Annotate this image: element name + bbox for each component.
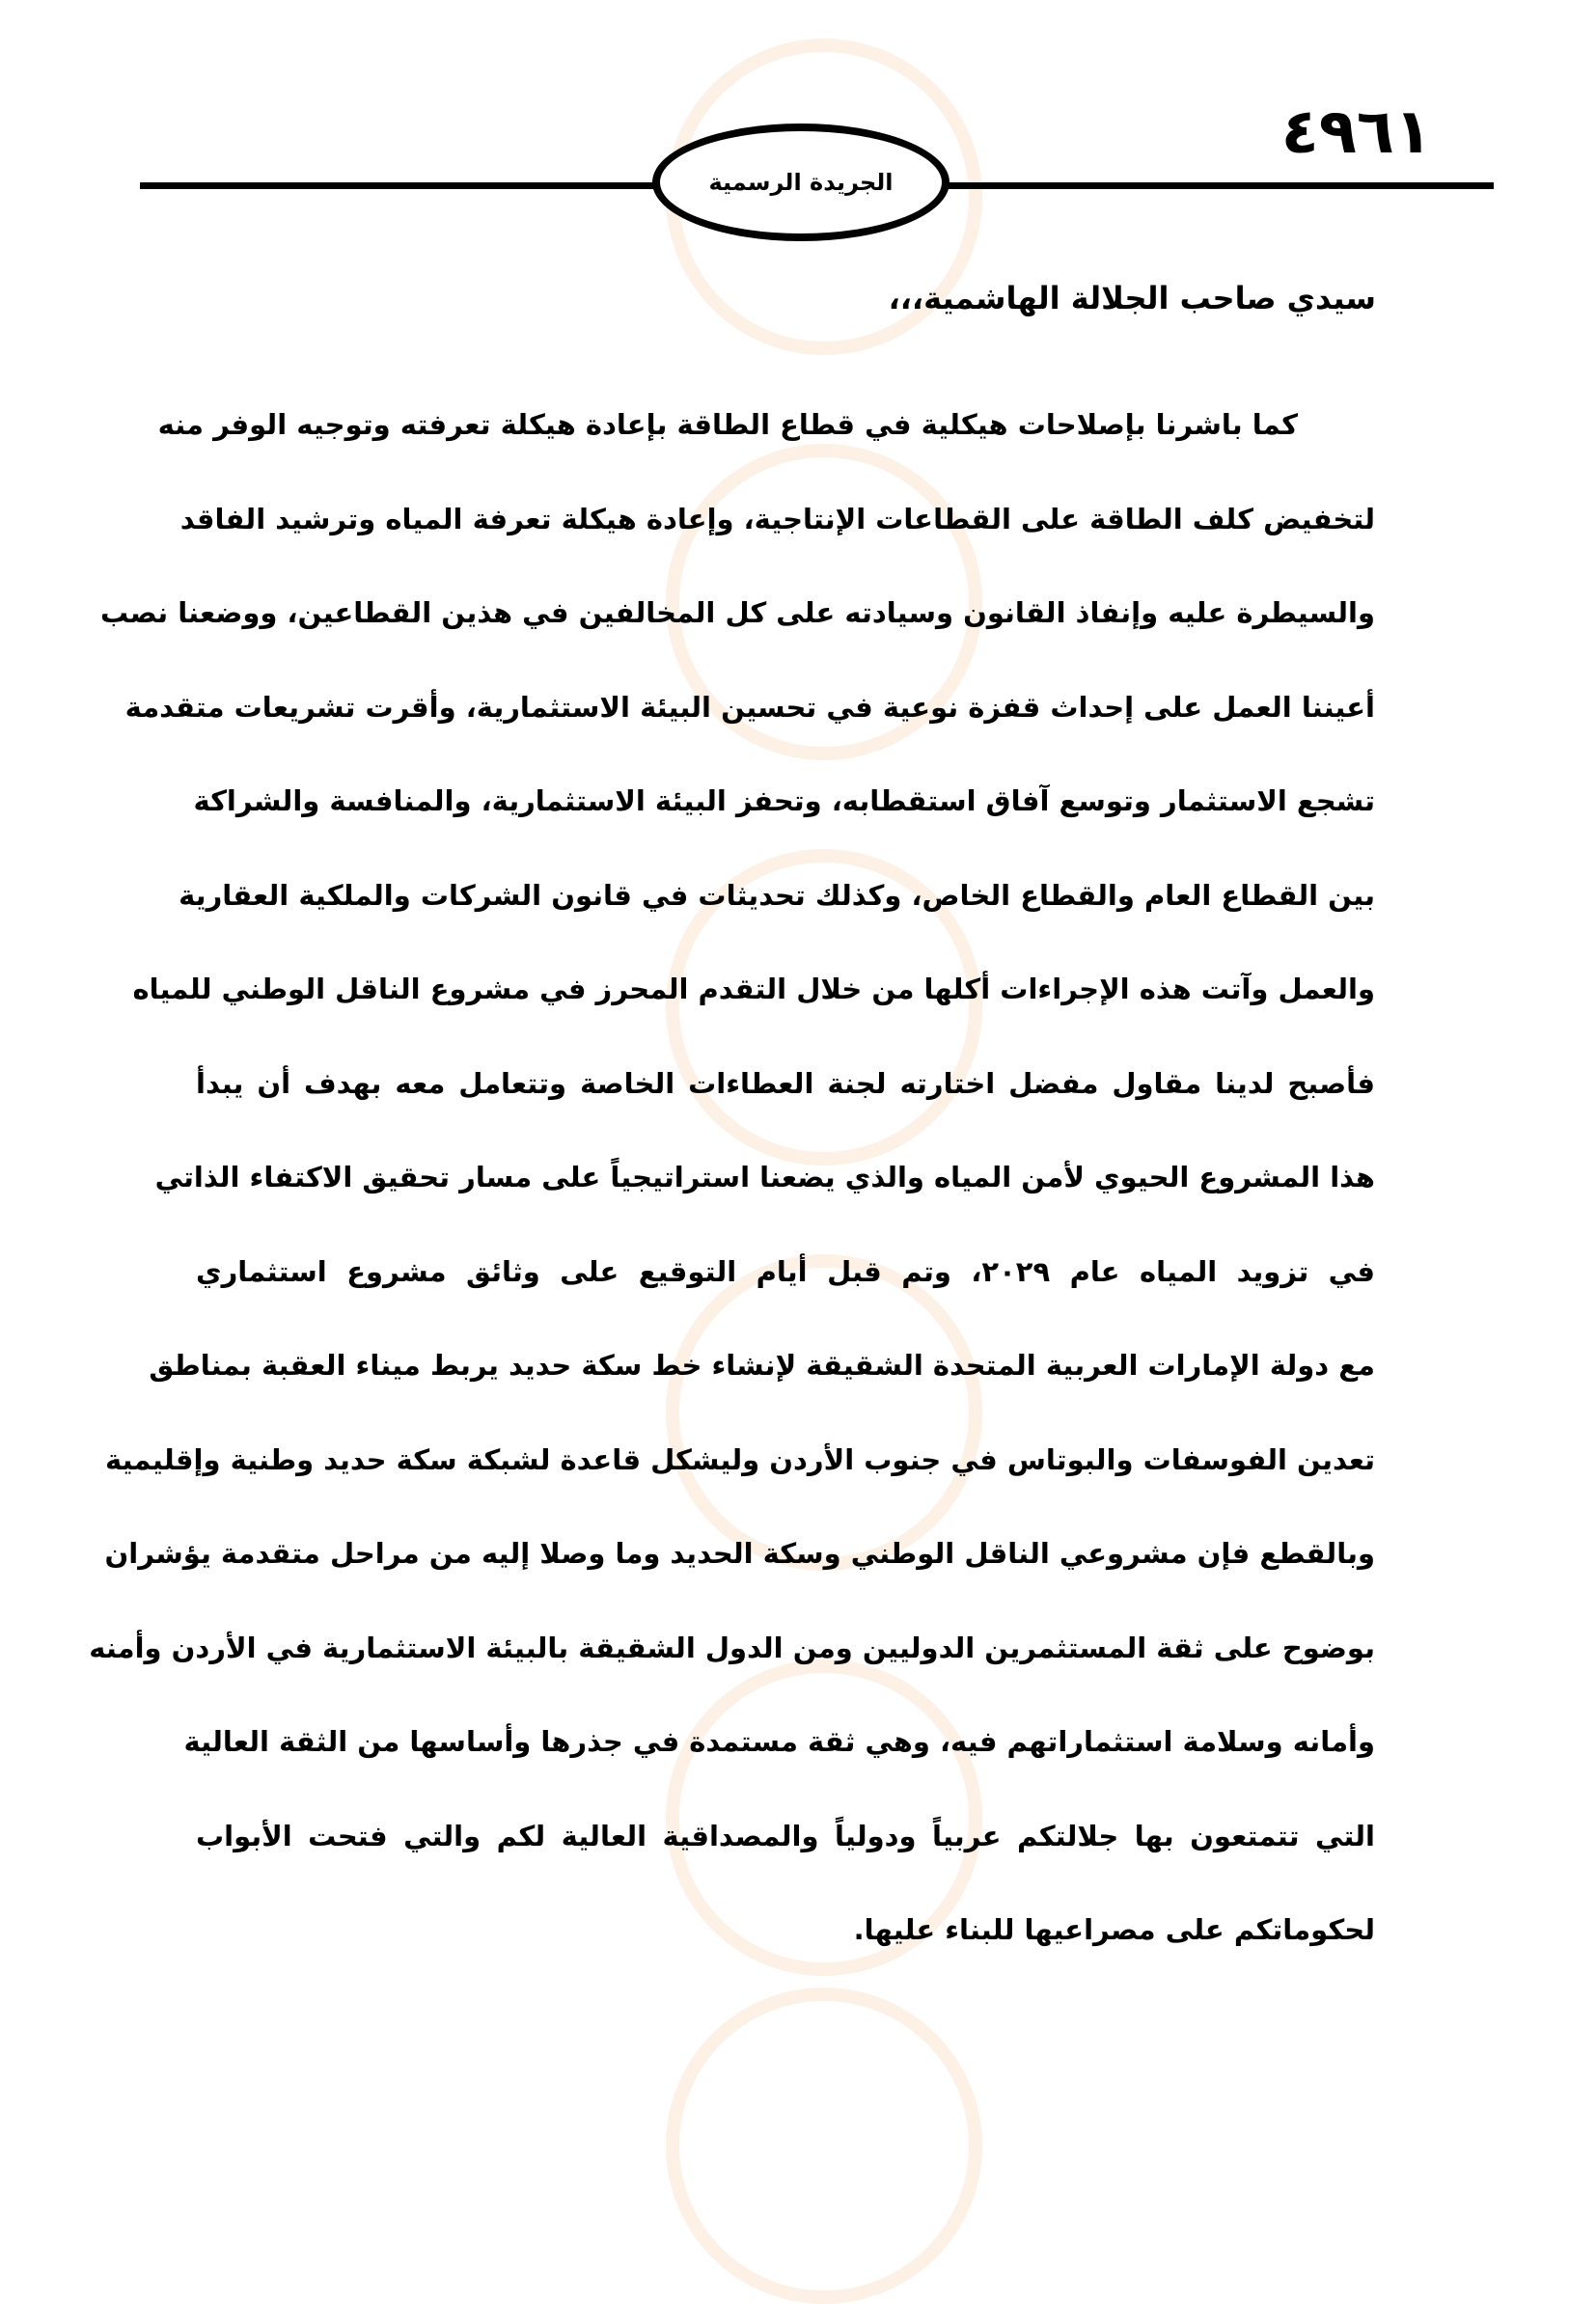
salutation: سيدي صاحب الجلالة الهاشمية،،، bbox=[888, 280, 1376, 316]
text-line: فأصبح لدينا مقاول مفضل اختارته لجنة العطاءات الخاصة وتتعامل معه بهدف أن يبدأ bbox=[196, 1066, 1375, 1100]
text-line: والسيطرة عليه وإنفاذ القانون وسيادته على كل المخالفين في هذين القطاعين، ووضعنا نصب bbox=[100, 596, 1375, 629]
page-number: ٤٩٦١ bbox=[1280, 96, 1432, 168]
gazette-title: الجريدة الرسمية bbox=[708, 169, 894, 196]
text-line: لحكوماتكم على مصراعيها للبناء عليها. bbox=[853, 1913, 1375, 1946]
text-line: تعدين الفوسفات والبوتاس في جنوب الأردن وليشكل قاعدة لشبكة سكة حديد وطنية وإقليمية bbox=[104, 1442, 1375, 1476]
text-line: هذا المشروع الحيوي لأمن المياه والذي يضعنا استراتيجياً على مسار تحقيق الاكتفاء الذاتي bbox=[154, 1161, 1375, 1193]
text-line: بوضوح على ثقة المستثمرين الدوليين ومن الدول الشقيقة بالبيئة الاستثمارية في الأردن وأمنه bbox=[89, 1631, 1375, 1664]
text-line: وبالقطع فإن مشروعي الناقل الوطني وسكة الحديد وما وصلا إليه من مراحل متقدمة يؤشران bbox=[104, 1537, 1375, 1570]
body-text bbox=[89, 400, 1375, 2000]
text-line: تشجع الاستثمار وتوسع آفاق استقطابه، وتحفز البيئة الاستثمارية، والمنافسة والشراكة bbox=[193, 784, 1375, 817]
gazette-title-ellipse bbox=[652, 123, 949, 241]
text-line: بين القطاع العام والقطاع الخاص، وكذلك تحديثات في قانون الشركات والملكية العقارية bbox=[179, 878, 1375, 912]
text-line: لتخفيض كلف الطاقة على القطاعات الإنتاجية، وإعادة هيكلة تعرفة المياه وترشيد الفاقد bbox=[179, 502, 1375, 535]
text-line: التي تتمتعون بها جلالتكم عربياً ودولياً والمصداقية العالية لكم والتي فتحت الأبواب bbox=[196, 1819, 1375, 1852]
text-line: كما باشرنا بإصلاحات هيكلية في قطاع الطاقة بإعادة هيكلة تعرفته وتوجيه الوفر منه bbox=[157, 408, 1298, 441]
text-line: في تزويد المياه عام ٢٠٢٩، وتم قبل أيام التوقيع على وثائق مشروع استثماري bbox=[196, 1254, 1375, 1288]
text-line: والعمل وآتت هذه الإجراءات أكلها من خلال التقدم المحرز في مشروع الناقل الوطني للمياه bbox=[132, 973, 1375, 1005]
text-line: وأمانه وسلامة استثماراتهم فيه، وهي ثقة مستمدة في جذرها وأساسها من الثقة العالية bbox=[183, 1725, 1375, 1758]
text-line: مع دولة الإمارات العربية المتحدة الشقيقة لإنشاء خط سكة حديد يربط ميناء العقبة بمناطق bbox=[149, 1349, 1375, 1382]
text-line: أعيننا العمل على إحداث قفزة نوعية في تحسين البيئة الاستثمارية، وأقرت تشريعات متقدمة bbox=[124, 690, 1375, 724]
